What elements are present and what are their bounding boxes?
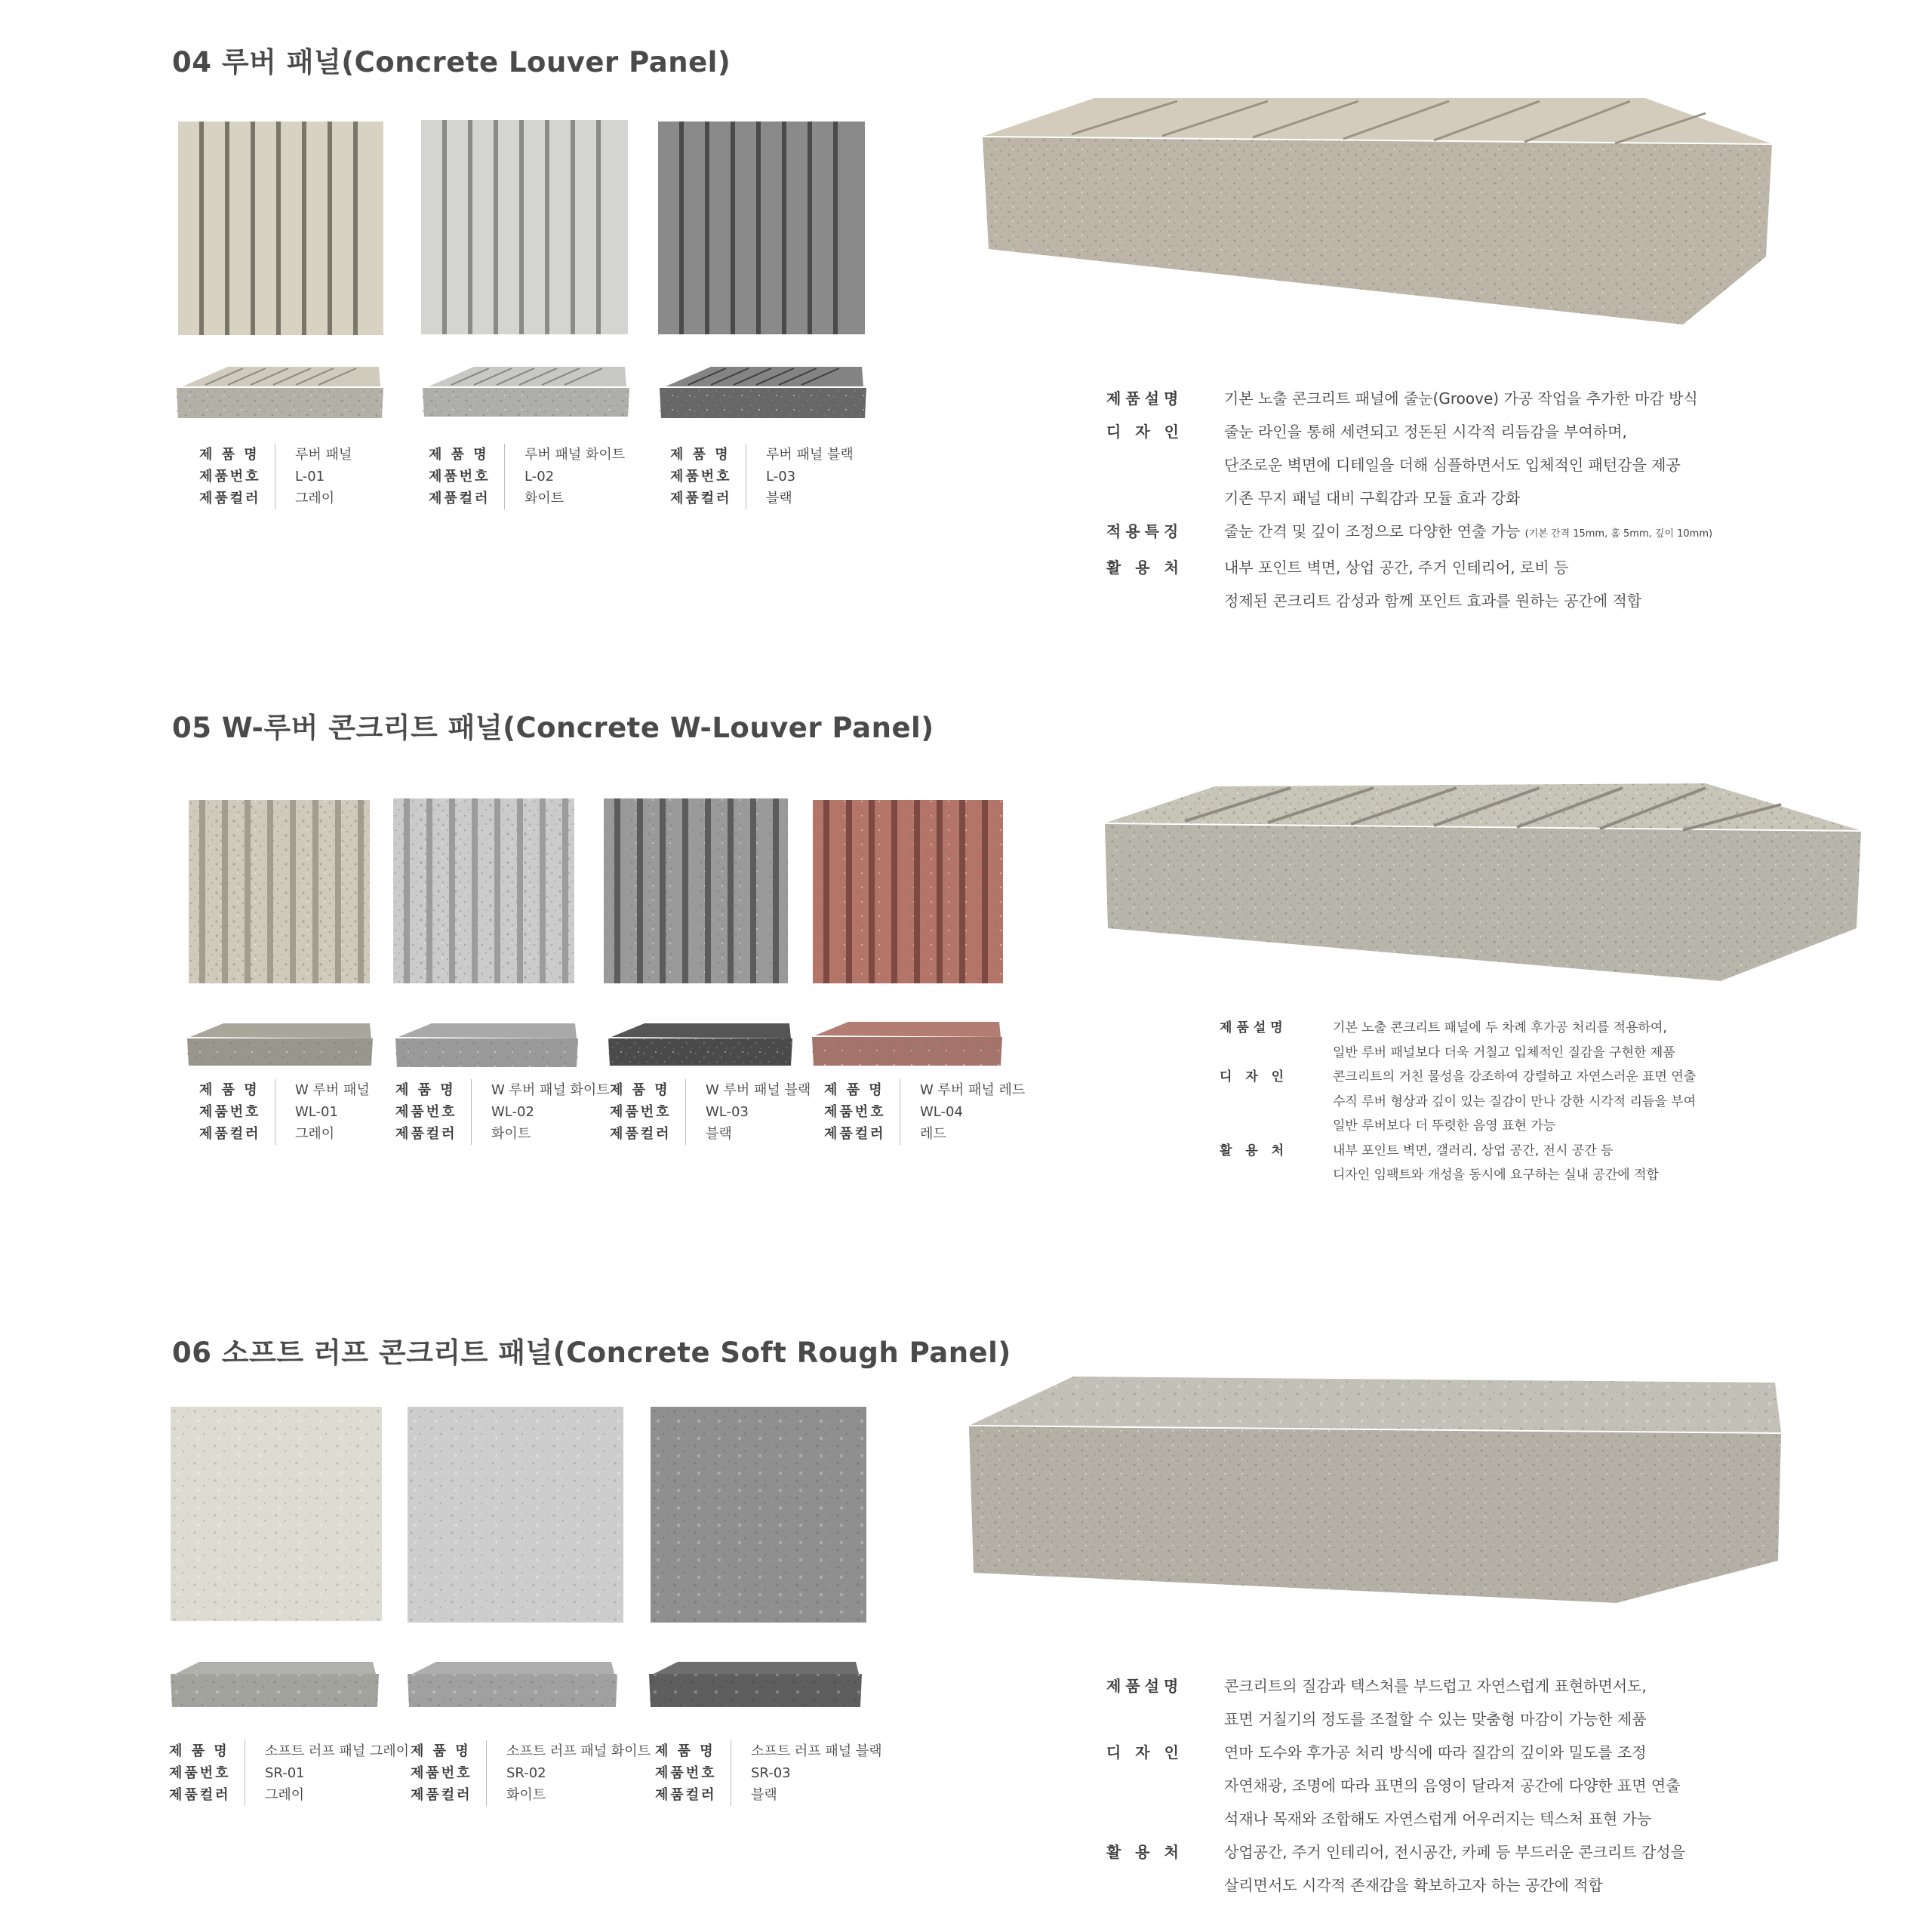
- louver-gray-swatch: [178, 122, 383, 335]
- louver-white-slab: [421, 365, 632, 420]
- spec-key: 제품번호: [655, 1765, 717, 1781]
- louver-hero-slab: [981, 91, 1774, 340]
- product-code: WL-02: [471, 1101, 534, 1123]
- product-color: 화이트: [504, 488, 564, 509]
- product-name: 소프트 러프 패널 그레이: [245, 1740, 409, 1762]
- product-color: 그레이: [275, 1123, 334, 1145]
- desc-label: 제품설명: [1106, 1677, 1183, 1695]
- w-louver-hero-slab: [1102, 777, 1864, 989]
- spec-key: 제품번호: [610, 1104, 672, 1120]
- spec-key: 제품컬러: [169, 1787, 231, 1803]
- desc-label: 제품설명: [1220, 1020, 1287, 1035]
- spec-key: 제 품 명: [824, 1082, 884, 1098]
- product-name: 루버 패널: [275, 444, 352, 466]
- product-spec-SR-02: [411, 1740, 651, 1806]
- spec-key: 제품컬러: [395, 1126, 457, 1142]
- w-louver-gray-swatch: [189, 800, 370, 983]
- w-louver-white-slab: [394, 1022, 580, 1069]
- spec-key: 제 품 명: [411, 1743, 471, 1759]
- desc-text: 디자인 임팩트와 개성을 동시에 요구하는 실내 공간에 적합: [1333, 1168, 1659, 1183]
- desc-label: [1220, 1163, 1333, 1188]
- desc-label: [1220, 1090, 1333, 1115]
- soft-rough-gray-slab: [169, 1660, 380, 1710]
- desc-text: 단조로운 벽면에 디테일을 더해 심플하면서도 입체적인 패턴감을 제공: [1224, 456, 1681, 474]
- spec-key: 제 품 명: [169, 1743, 229, 1759]
- w-louver-white-swatch: [393, 798, 574, 983]
- w-louver-red-slab: [811, 1020, 1004, 1067]
- spec-key: 제품컬러: [199, 1126, 261, 1142]
- spec-key: 제품번호: [429, 469, 491, 485]
- spec-key: 제품컬러: [429, 491, 491, 506]
- w-louver-black-swatch: [604, 798, 788, 983]
- product-code: L-01: [275, 466, 325, 488]
- product-color: 레드: [900, 1123, 946, 1145]
- desc-label: [1106, 481, 1224, 515]
- spec-key: 제품번호: [199, 469, 261, 485]
- desc-label: 디 자 인: [1106, 1743, 1183, 1761]
- product-code: SR-02: [486, 1762, 546, 1784]
- desc-text: 정제된 콘크리트 감성과 함께 포인트 효과를 원하는 공간에 적합: [1224, 592, 1642, 610]
- section-title-soft-rough: 06 소프트 러프 콘크리트 패널(Concrete Soft Rough Panel): [172, 1337, 1011, 1369]
- desc-text: 내부 포인트 벽면, 상업 공간, 주거 인테리어, 로비 등: [1224, 558, 1569, 577]
- product-color: 그레이: [245, 1784, 304, 1806]
- product-color: 화이트: [471, 1123, 531, 1145]
- desc-text: 석재나 목재와 조합해도 자연스럽게 어우러지는 텍스처 표현 가능: [1224, 1810, 1652, 1828]
- spec-key: 제 품 명: [670, 447, 731, 463]
- spec-key: 제 품 명: [199, 1082, 260, 1098]
- product-name: W 루버 패널 블랙: [685, 1079, 811, 1101]
- desc-text: 상업공간, 주거 인테리어, 전시공간, 카페 등 부드러운 콘크리트 감성을: [1224, 1843, 1685, 1861]
- spec-key: 제품컬러: [610, 1126, 672, 1142]
- product-name: W 루버 패널 화이트: [471, 1079, 610, 1101]
- desc-text: 연마 도수와 후가공 처리 방식에 따라 질감의 깊이와 밀도를 조정: [1224, 1743, 1647, 1761]
- soft-rough-white-swatch: [408, 1407, 623, 1623]
- spec-key: 제품번호: [824, 1104, 886, 1120]
- product-code: L-02: [504, 466, 554, 488]
- desc-text: 기존 무지 패널 대비 구획감과 모듈 효과 강화: [1224, 489, 1521, 507]
- desc-label: [1106, 1802, 1224, 1835]
- soft-rough-white-slab: [406, 1660, 620, 1710]
- desc-label: [1106, 448, 1224, 481]
- soft-rough-black-swatch: [651, 1407, 866, 1623]
- desc-text: 기본 노출 콘크리트 패널에 줄눈(Groove) 가공 작업을 추가한 마감 방식: [1224, 389, 1698, 408]
- spec-key: 제 품 명: [395, 1082, 456, 1098]
- product-name: 루버 패널 블랙: [746, 444, 854, 466]
- product-code: WL-04: [900, 1101, 963, 1123]
- w-louver-gray-slab: [186, 1022, 374, 1067]
- desc-label: 제품설명: [1106, 389, 1183, 408]
- desc-text: 줄눈 간격 및 깊이 조정으로 다양한 연출 가능: [1224, 522, 1521, 540]
- spec-key: 제품컬러: [411, 1787, 472, 1803]
- product-code: SR-03: [731, 1762, 791, 1784]
- desc-label: [1220, 1041, 1333, 1066]
- desc-text: 콘크리트의 질감과 텍스처를 부드럽고 자연스럽게 표현하면서도,: [1224, 1677, 1647, 1695]
- louver-gray-slab: [175, 365, 386, 421]
- spec-key: 제품번호: [411, 1765, 472, 1781]
- product-code: L-03: [746, 466, 795, 488]
- product-name: 소프트 러프 패널 화이트: [486, 1740, 651, 1762]
- product-spec-L-02: [429, 444, 625, 509]
- product-spec-SR-03: [655, 1740, 882, 1806]
- spec-key: 제 품 명: [199, 447, 260, 463]
- desc-text: 살리면서도 시각적 존재감을 확보하고자 하는 공간에 적합: [1224, 1876, 1603, 1894]
- desc-text: 표면 거칠기의 정도를 조절할 수 있는 맞춤형 마감이 가능한 제품: [1224, 1710, 1647, 1728]
- desc-text: 수직 루버 형상과 깊이 있는 질감이 만나 강한 시각적 리듬을 부여: [1333, 1094, 1697, 1109]
- product-spec-WL-03: [610, 1079, 811, 1145]
- desc-text: 기본 노출 콘크리트 패널에 두 차례 후가공 처리를 적용하여,: [1333, 1020, 1667, 1035]
- section-title-w-louver: 05 W-루버 콘크리트 패널(Concrete W-Louver Panel): [172, 712, 934, 744]
- product-name: W 루버 패널 레드: [900, 1079, 1025, 1101]
- spec-key: 제품컬러: [670, 491, 732, 506]
- product-spec-WL-04: [824, 1079, 1025, 1145]
- product-color: 화이트: [486, 1784, 546, 1806]
- desc-label: [1106, 1869, 1224, 1902]
- desc-text: 일반 루버보다 더 뚜렷한 음영 표현 가능: [1333, 1118, 1556, 1134]
- product-code: SR-01: [245, 1762, 305, 1784]
- spec-key: 제품번호: [199, 1104, 261, 1120]
- product-name: W 루버 패널: [275, 1079, 370, 1101]
- product-code: WL-01: [275, 1101, 338, 1123]
- desc-label: [1220, 1114, 1333, 1139]
- desc-label: [1106, 1703, 1224, 1736]
- spec-key: 제품컬러: [655, 1787, 717, 1803]
- spec-key: 제 품 명: [655, 1743, 715, 1759]
- desc-label: 활 용 처: [1106, 1843, 1183, 1861]
- product-color: 블랙: [685, 1123, 732, 1145]
- spec-key: 제품컬러: [824, 1126, 886, 1142]
- desc-text: 내부 포인트 벽면, 갤러리, 상업 공간, 전시 공간 등: [1333, 1143, 1614, 1158]
- desc-label: 디 자 인: [1220, 1069, 1289, 1084]
- product-spec-WL-02: [395, 1079, 610, 1145]
- soft-rough-gray-swatch: [171, 1407, 382, 1621]
- w-louver-black-slab: [607, 1022, 794, 1067]
- product-color: 블랙: [746, 488, 792, 509]
- louver-black-swatch: [658, 122, 865, 334]
- louver-white-swatch: [421, 120, 628, 334]
- product-color: 그레이: [275, 488, 334, 509]
- desc-label: 적용특징: [1106, 522, 1183, 540]
- spec-key: 제 품 명: [610, 1082, 670, 1098]
- product-name: 루버 패널 화이트: [504, 444, 625, 466]
- desc-label: 디 자 인: [1106, 423, 1183, 441]
- soft-rough-black-slab: [648, 1660, 863, 1710]
- product-code: WL-03: [685, 1101, 749, 1123]
- soft-rough-description: [1106, 1669, 1685, 1902]
- louver-black-slab: [658, 365, 869, 421]
- section-title-louver: 04 루버 패널(Concrete Louver Panel): [172, 46, 731, 78]
- spec-key: 제품번호: [670, 469, 732, 485]
- desc-text: 일반 루버 패널보다 더욱 거칠고 입체적인 질감을 구현한 제품: [1333, 1044, 1675, 1060]
- product-spec-WL-01: [199, 1079, 370, 1145]
- product-name: 소프트 러프 패널 블랙: [731, 1740, 882, 1762]
- spec-key: 제 품 명: [429, 447, 489, 463]
- product-spec-SR-01: [169, 1740, 409, 1806]
- desc-note: (기본 간격 15mm, 홈 5mm, 깊이 10mm): [1524, 528, 1713, 540]
- product-spec-L-03: [670, 444, 854, 509]
- desc-label: 활 용 처: [1220, 1143, 1289, 1158]
- desc-text: 줄눈 라인을 통해 세련되고 정돈된 시각적 리듬감을 부여하며,: [1224, 423, 1627, 441]
- desc-label: [1106, 1769, 1224, 1802]
- spec-key: 제품컬러: [199, 491, 261, 506]
- spec-key: 제품번호: [169, 1765, 231, 1781]
- louver-description: [1106, 382, 1712, 617]
- desc-text: 자연채광, 조명에 따라 표면의 음영이 달라져 공간에 다양한 표면 연출: [1224, 1777, 1681, 1795]
- spec-key: 제품번호: [395, 1104, 457, 1120]
- w-louver-red-swatch: [813, 800, 1003, 983]
- desc-label: [1106, 584, 1224, 617]
- desc-text: 콘크리트의 거친 물성을 강조하여 강렬하고 자연스러운 표면 연출: [1333, 1069, 1697, 1084]
- soft-rough-hero-slab: [968, 1372, 1783, 1606]
- product-color: 블랙: [731, 1784, 777, 1806]
- w-louver-description: [1220, 1016, 1696, 1188]
- desc-label: 활 용 처: [1106, 558, 1183, 577]
- product-spec-L-01: [199, 444, 352, 509]
